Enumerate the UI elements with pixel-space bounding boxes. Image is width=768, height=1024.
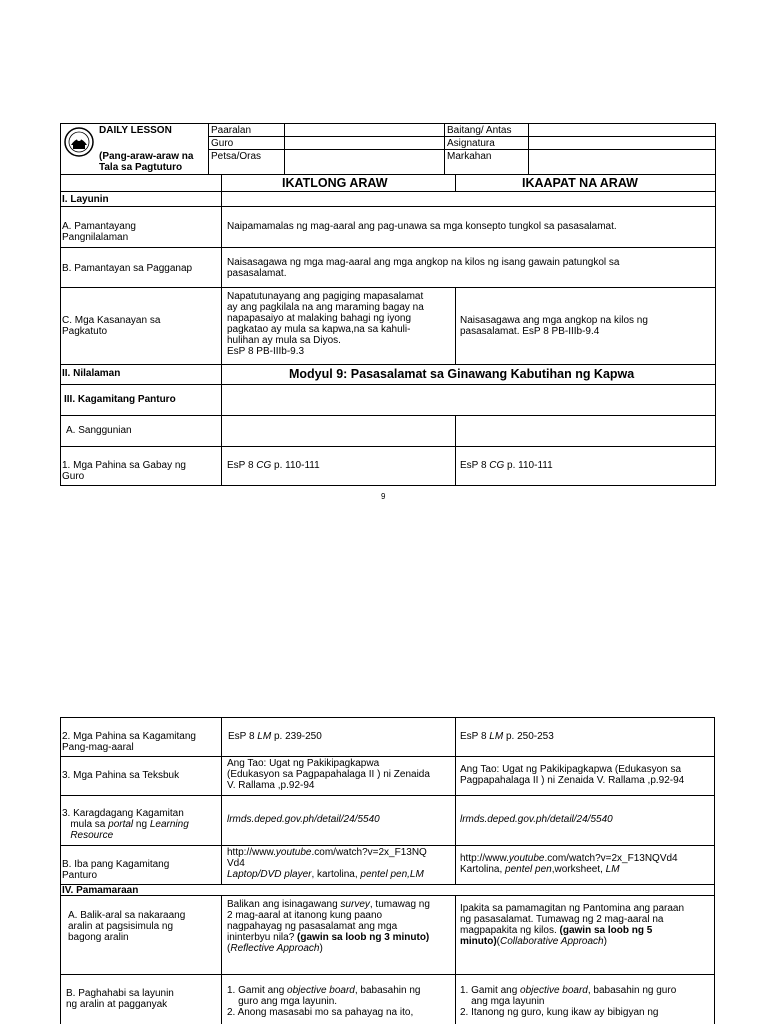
deped-seal-icon [64, 127, 94, 157]
kagamitang-label: 2. Mga Pahina sa Kagamitang Pang-mag-aaral [62, 731, 196, 753]
daily-lesson-title: DAILY LESSON [99, 125, 172, 136]
youtube-link-day3[interactable]: http://www.youtube.com/watch?v=2x_F13NQ [227, 847, 427, 858]
page-number: 9 [381, 492, 386, 501]
karagdagang-label: 3. Karagdagang Kagamitan mula sa portal ng Learning Resource [62, 808, 189, 841]
balik-aral-label: A. Balik-aral sa nakaraang aralin at pagsisimula ng bagong aralin [68, 910, 186, 943]
paaralan-label: Paaralan [211, 125, 252, 136]
lrmds-link-day3[interactable]: lrmds.deped.gov.ph/detail/24/5540 [227, 814, 380, 825]
petsa-label: Petsa/Oras [211, 151, 262, 162]
kasanayan-day3: Napatutunayang ang pagiging mapasalamat ay ang pagkilala na ang maraming bagay na napapasaiyo at malaking bahagi ng iyong pagkatao ay mula sa kapwa,na sa kahuli- hulihan ay mula sa Diyos. EsP 8 PB-IIIb-9.3 [227, 291, 424, 357]
gabay-day3: EsP 8 CG p. 110-111 [227, 460, 320, 471]
paghahabi-day3: 1. Gamit ang objective board, babasahin ng guro ang mga layunin. 2. Anong masasabi mo sa pahayag na ito, [227, 985, 421, 1018]
paghahabi-label: B. Paghahabi sa layunin ng aralin at pagganyak [66, 988, 174, 1010]
sanggunian-label: A. Sanggunian [66, 425, 132, 436]
iba-day4: http://www.youtube.com/watch?v=2x_F13NQVd4 Kartolina, pentel pen,worksheet, LM [460, 853, 678, 875]
paghahabi-day4: 1. Gamit ang objective board, babasahin ng guro ang mga layunin 2. Itanong ng guro, kung ikaw ay bibigyan ng [460, 985, 677, 1018]
baitang-label: Baitang/ Antas [447, 125, 512, 136]
modyul-title: Modyul 9: Pasasalamat sa Ginawang Kabutihan ng Kapwa [289, 367, 635, 381]
kagamitang-day3: EsP 8 LM p. 239-250 [228, 731, 322, 742]
daily-lesson-subtitle: (Pang-araw-araw na Tala sa Pagtuturo [99, 151, 194, 173]
teksbuk-label: 3. Mga Pahina sa Teksbuk [62, 770, 180, 781]
pamamaraan-label: IV. Pamamaraan [62, 885, 139, 896]
kasanayan-label: C. Mga Kasanayan sa Pagkatuto [62, 315, 161, 337]
kagamitang-day4: EsP 8 LM p. 250-253 [460, 731, 554, 742]
pagganap-label: B. Pamantayan sa Pagganap [62, 263, 193, 274]
kagamitan-label: III. Kagamitang Panturo [64, 394, 176, 405]
markahan-label: Markahan [447, 151, 492, 162]
balik-aral-day4: Ipakita sa pamamagitan ng Pantomina ang paraan ng pasasalamat. Tumawag ng 2 mag-aaral na magpapakita ng kilos. (gawin sa loob ng 5 minuto)(Collaborative Approach) [460, 903, 685, 947]
guro-label: Guro [211, 138, 234, 149]
balik-aral-day3: Balikan ang isinagawang survey, tumawag ng 2 mag-aaral at itanong kung paano nagpahayag ng pasasalamat ang mga ininterbyu nila? (gawin sa loob ng 3 minuto) (Reflective Approach) [227, 899, 430, 954]
day3-heading: IKATLONG ARAW [282, 176, 388, 190]
gabay-label: 1. Mga Pahina sa Gabay ng Guro [62, 460, 186, 482]
day4-heading: IKAAPAT NA ARAW [522, 176, 638, 190]
asignatura-label: Asignatura [447, 138, 495, 149]
iba-day3: http://www.youtube.com/watch?v=2x_F13NQ Vd4 Laptop/DVD player, kartolina, pentel pen,LM [227, 847, 427, 880]
iba-label: B. Iba pang Kagamitang Panturo [62, 859, 170, 881]
youtube-link-day4[interactable]: http://www.youtube.com/watch?v=2x_F13NQVd4 [460, 853, 678, 864]
lrmds-link-day4[interactable]: lrmds.deped.gov.ph/detail/24/5540 [460, 814, 613, 825]
teksbuk-day4: Ang Tao: Ugat ng Pakikipagkapwa (Edukasyon sa Pagpapahalaga II ) ni Zenaida V. Rallama ,p.92-94 [460, 764, 685, 786]
pamantayang-text: Naipamamalas ng mag-aaral ang pag-unawa sa mga konsepto tungkol sa pasasalamat. [227, 221, 617, 232]
pamantayang-label: A. Pamantayang Pangnilalaman [62, 221, 136, 243]
nilalaman-label: II. Nilalaman [62, 368, 121, 379]
pagganap-text: Naisasagawa ng mga mag-aaral ang mga angkop na kilos ng isang gawain patungkol sa pasasalamat. [227, 257, 620, 279]
kasanayan-day4: Naisasagawa ang mga angkop na kilos ng pasasalamat. EsP 8 PB-IIIb-9.4 [460, 315, 648, 337]
layunin-label: I. Layunin [62, 194, 109, 205]
gabay-day4: EsP 8 CG p. 110-111 [460, 460, 553, 471]
teksbuk-day3: Ang Tao: Ugat ng Pakikipagkapwa (Edukasyon sa Pagpapahalaga II ) ni Zenaida V. Rallama ,p.92-94 [227, 758, 430, 791]
